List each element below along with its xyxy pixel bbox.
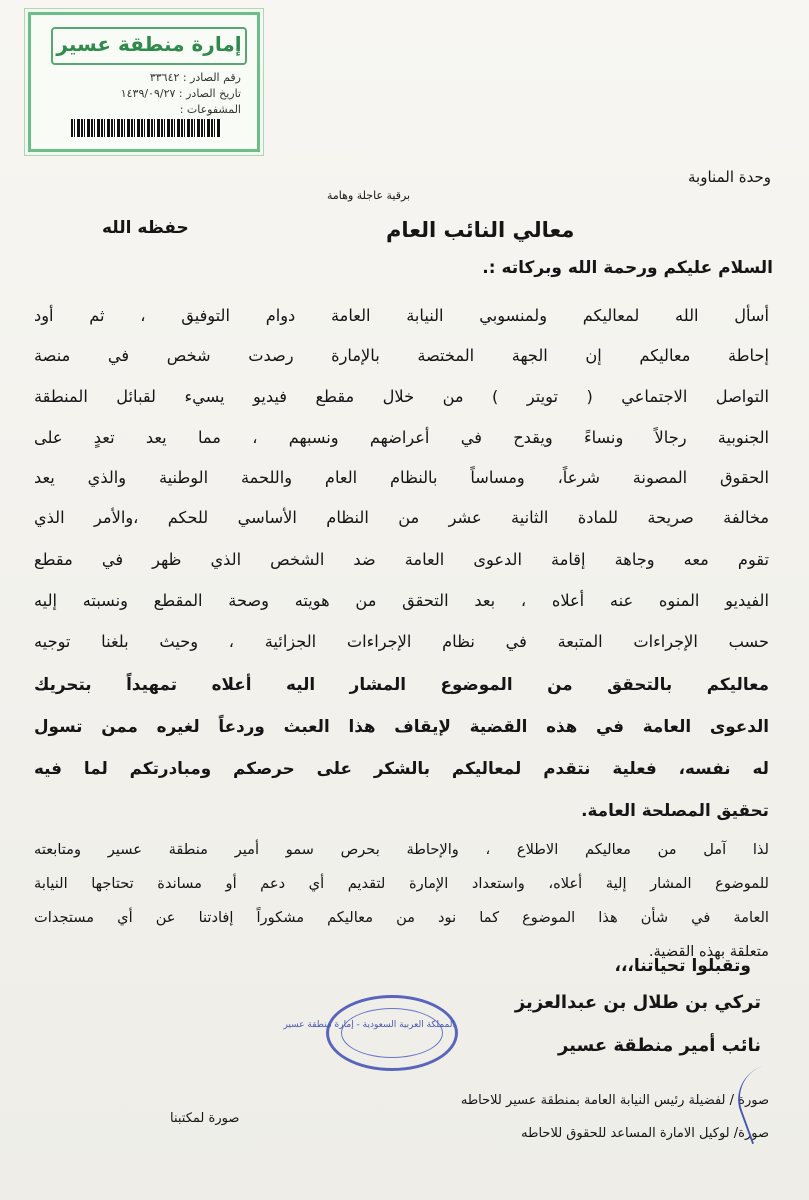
- body-line: مخالفة صريحة للمادة الثانية عشر من النظام الأساسي للحكم ،والأمر الذي: [34, 508, 769, 527]
- body-line: التواصل الاجتماعي ( تويتر ) من خلال مقطع فيديو يسيء لقبائل المنطقة: [34, 387, 769, 406]
- stamp-title: إمارة منطقة عسير: [51, 27, 247, 65]
- body-line: إحاطة معاليكم إن الجهة المختصة بالإمارة رصدت شخص في منصة: [34, 346, 769, 365]
- stamp-attachments: المشفوعات :: [179, 103, 241, 116]
- issuing-unit: وحدة المناوبة: [688, 168, 771, 186]
- body-line: الجنوبية رجالاً ونساءً ويقدح في أعراضهم ونسبهم ، مما يعد تعدٍ على: [34, 428, 769, 447]
- stamp-number: رقم الصادر : ٣٣٦٤٢: [149, 71, 241, 84]
- signatory-title: نائب أمير منطقة عسير: [557, 1035, 761, 1056]
- body-line: الحقوق المصونة شرعاً، ومساساً بالنظام العام واللحمة الوطنية والذي يعد: [34, 468, 769, 487]
- body-line: أسأل الله لمعاليكم ولمنسوبي النيابة العامة دوام التوفيق ، ثم أود: [34, 306, 769, 325]
- copy-recipient-2: صورة/ لوكيل الامارة المساعد للحقوق للاحاطه: [521, 1126, 769, 1141]
- addressee-title: معالي النائب العام: [386, 218, 575, 242]
- greeting: السلام عليكم ورحمة الله وبركاته :.: [482, 258, 773, 278]
- body-bold-line: له نفسه، فعلية نتقدم لمعاليكم بالشكر على حرصكم ومبادرتكم لما فيه: [34, 758, 769, 778]
- outgoing-stamp: [28, 12, 260, 152]
- urgency-label: برقية عاجلة وهامة: [327, 189, 411, 202]
- closing-line: لذا آمل من معاليكم الاطلاع ، والإحاطة بحرص سمو أمير منطقة عسير ومتابعته: [34, 841, 769, 858]
- honorific: حفظه الله: [102, 218, 189, 238]
- barcode: [71, 119, 221, 137]
- closing-line: العامة في شأن هذا الموضوع كما نود من معاليكم مشكوراً إفادتنا عن أي مستجدات: [34, 909, 769, 926]
- body-line: الفيديو المنوه عنه أعلاه ، بعد التحقق من هويته وصحة المقطع ونسبته إليه: [34, 591, 769, 610]
- body-line: تقوم معه وجاهة إقامة الدعوى العامة ضد الشخص الذي ظهر في مقطع: [34, 550, 769, 569]
- closing-line: متعلقة بهذه القضية.: [648, 943, 769, 960]
- seal-inner-ring: [341, 1008, 443, 1058]
- body-bold-line: تحقيق المصلحة العامة.: [581, 800, 769, 820]
- closing-line: للموضوع المشار إلية أعلاه، واستعداد الإمارة لتقديم أي دعم أو مساندة تحتاجها النيابة: [34, 875, 769, 892]
- copy-library: صورة لمكتبنا: [170, 1111, 240, 1126]
- closing-salutation: وتقبلوا تحياتنا،،،: [614, 956, 751, 976]
- body-line: حسب الإجراءات المتبعة في نظام الإجراءات الجزائية ، وحيث بلغنا توجيه: [34, 632, 769, 651]
- signatory-name: تركي بن طلال بن عبدالعزيز: [514, 992, 761, 1013]
- stamp-date: تاريخ الصادر : ١٤٣٩/٠٩/٢٧: [120, 87, 241, 100]
- official-seal: [283, 995, 458, 1071]
- body-bold-line: الدعوى العامة في هذه القضية لإيقاف هذا العبث وردعاً لغيره ممن تسول: [34, 716, 769, 736]
- body-bold-line: معاليكم بالتحقق من الموضوع المشار اليه أعلاه تمهيداً بتحريك: [34, 674, 769, 694]
- seal-text: المملكة العربية السعودية - إمارة منطقة عسير: [283, 1020, 455, 1030]
- copy-recipient-1: صورة / لفضيلة رئيس النيابة العامة بمنطقة عسير للاحاطه: [460, 1093, 769, 1108]
